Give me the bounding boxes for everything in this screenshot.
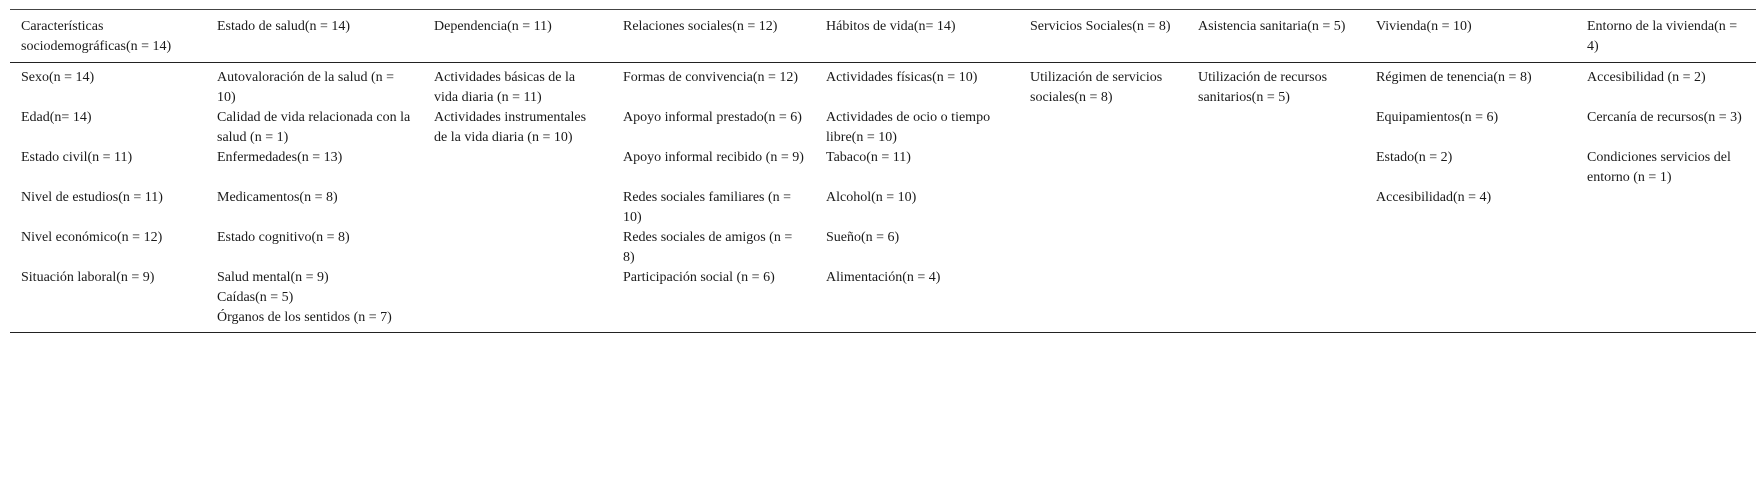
table-cell bbox=[1576, 268, 1756, 288]
header-cell: Vivienda(n = 10) bbox=[1376, 19, 1472, 34]
table-cell: Enfermedades(n = 13) bbox=[217, 150, 343, 165]
table-row bbox=[10, 188, 1756, 228]
table-cell bbox=[1576, 288, 1756, 308]
table-cell bbox=[1576, 308, 1756, 333]
table-cell bbox=[1187, 268, 1365, 288]
table-cell: Redes sociales de amigos (n = 8) bbox=[623, 230, 793, 265]
table-header bbox=[10, 10, 1756, 63]
table-cell bbox=[1365, 268, 1576, 288]
table-cell: Nivel económico(n = 12) bbox=[21, 230, 163, 245]
table-cell bbox=[612, 288, 815, 308]
header-cell: Características sociodemográficas(n = 14) bbox=[21, 19, 172, 54]
variables-table bbox=[10, 9, 1756, 333]
table-cell bbox=[1187, 288, 1365, 308]
table-cell bbox=[612, 308, 815, 333]
table-cell bbox=[1019, 108, 1187, 148]
table-cell: Participación social (n = 6) bbox=[623, 270, 775, 285]
table-cell: Calidad de vida relacionada con la salud (n = 1) bbox=[217, 110, 411, 145]
table-cell: Órganos de los sentidos (n = 7) bbox=[217, 310, 392, 325]
table-cell bbox=[423, 228, 612, 268]
table-cell: Salud mental(n = 9) bbox=[217, 270, 329, 285]
table-cell: Alimentación(n = 4) bbox=[826, 270, 941, 285]
table-row bbox=[10, 63, 1756, 109]
table-cell bbox=[423, 288, 612, 308]
table-row bbox=[10, 288, 1756, 308]
table-cell: Utilización de servicios sociales(n = 8) bbox=[1030, 70, 1163, 105]
table-cell: Apoyo informal recibido (n = 9) bbox=[623, 150, 804, 165]
header-cell: Asistencia sanitaria(n = 5) bbox=[1198, 19, 1346, 34]
header-cell: Entorno de la vivienda(n = 4) bbox=[1587, 19, 1738, 54]
table-cell bbox=[423, 268, 612, 288]
table-cell bbox=[1365, 228, 1576, 268]
table-cell: Autovaloración de la salud (n = 10) bbox=[217, 70, 395, 105]
table-cell bbox=[10, 288, 206, 308]
table-cell bbox=[10, 308, 206, 333]
table-cell: Redes sociales familiares (n = 10) bbox=[623, 190, 792, 225]
table-cell: Edad(n= 14) bbox=[21, 110, 92, 125]
table-cell bbox=[1019, 268, 1187, 288]
table-cell bbox=[1187, 228, 1365, 268]
table-container bbox=[10, 9, 1756, 333]
table-cell bbox=[1365, 308, 1576, 333]
table-cell: Estado cognitivo(n = 8) bbox=[217, 230, 350, 245]
table-cell bbox=[815, 288, 1019, 308]
table-cell: Actividades físicas(n = 10) bbox=[826, 70, 978, 85]
table-cell bbox=[1019, 288, 1187, 308]
table-cell bbox=[1365, 288, 1576, 308]
header-cell: Dependencia(n = 11) bbox=[434, 19, 552, 34]
table-row bbox=[10, 228, 1756, 268]
table-cell: Apoyo informal prestado(n = 6) bbox=[623, 110, 802, 125]
table-cell: Situación laboral(n = 9) bbox=[21, 270, 155, 285]
table-cell: Estado(n = 2) bbox=[1376, 150, 1453, 165]
table-cell bbox=[1187, 188, 1365, 228]
table-cell: Nivel de estudios(n = 11) bbox=[21, 190, 163, 205]
header-cell: Estado de salud(n = 14) bbox=[217, 19, 351, 34]
table-cell bbox=[1187, 148, 1365, 188]
table-cell bbox=[423, 148, 612, 188]
table-row bbox=[10, 308, 1756, 333]
table-cell: Tabaco(n = 11) bbox=[826, 150, 911, 165]
table-cell: Accesibilidad (n = 2) bbox=[1587, 70, 1706, 85]
table-cell: Régimen de tenencia(n = 8) bbox=[1376, 70, 1532, 85]
table-cell bbox=[1187, 308, 1365, 333]
table-cell: Alcohol(n = 10) bbox=[826, 190, 917, 205]
table-cell bbox=[1019, 188, 1187, 228]
table-cell: Sexo(n = 14) bbox=[21, 70, 95, 85]
table-cell bbox=[423, 188, 612, 228]
table-cell bbox=[1019, 148, 1187, 188]
table-cell: Sueño(n = 6) bbox=[826, 230, 900, 245]
table-cell bbox=[815, 308, 1019, 333]
table-cell bbox=[423, 308, 612, 333]
table-cell: Actividades instrumentales de la vida diaria (n = 10) bbox=[434, 110, 587, 145]
table-body bbox=[10, 63, 1756, 333]
table-cell bbox=[1576, 188, 1756, 228]
header-cell: Servicios Sociales(n = 8) bbox=[1030, 19, 1171, 34]
table-cell bbox=[1187, 108, 1365, 148]
table-cell: Actividades de ocio o tiempo libre(n = 10) bbox=[826, 110, 991, 145]
table-cell: Accesibilidad(n = 4) bbox=[1376, 190, 1492, 205]
table-row bbox=[10, 108, 1756, 148]
table-cell: Utilización de recursos sanitarios(n = 5) bbox=[1198, 70, 1328, 105]
table-cell: Equipamientos(n = 6) bbox=[1376, 110, 1499, 125]
table-cell bbox=[1576, 228, 1756, 268]
header-cell: Relaciones sociales(n = 12) bbox=[623, 19, 778, 34]
table-cell bbox=[1019, 308, 1187, 333]
header-row bbox=[10, 10, 1756, 63]
table-cell: Medicamentos(n = 8) bbox=[217, 190, 338, 205]
table-row bbox=[10, 268, 1756, 288]
table-cell: Formas de convivencia(n = 12) bbox=[623, 70, 799, 85]
table-cell: Cercanía de recursos(n = 3) bbox=[1587, 110, 1742, 125]
table-row bbox=[10, 148, 1756, 188]
table-cell: Actividades básicas de la vida diaria (n = 11) bbox=[434, 70, 576, 105]
table-cell bbox=[1019, 228, 1187, 268]
table-cell: Condiciones servicios del entorno (n = 1) bbox=[1587, 150, 1731, 185]
table-cell: Caídas(n = 5) bbox=[217, 290, 294, 305]
header-cell: Hábitos de vida(n= 14) bbox=[826, 19, 956, 34]
table-cell: Estado civil(n = 11) bbox=[21, 150, 133, 165]
